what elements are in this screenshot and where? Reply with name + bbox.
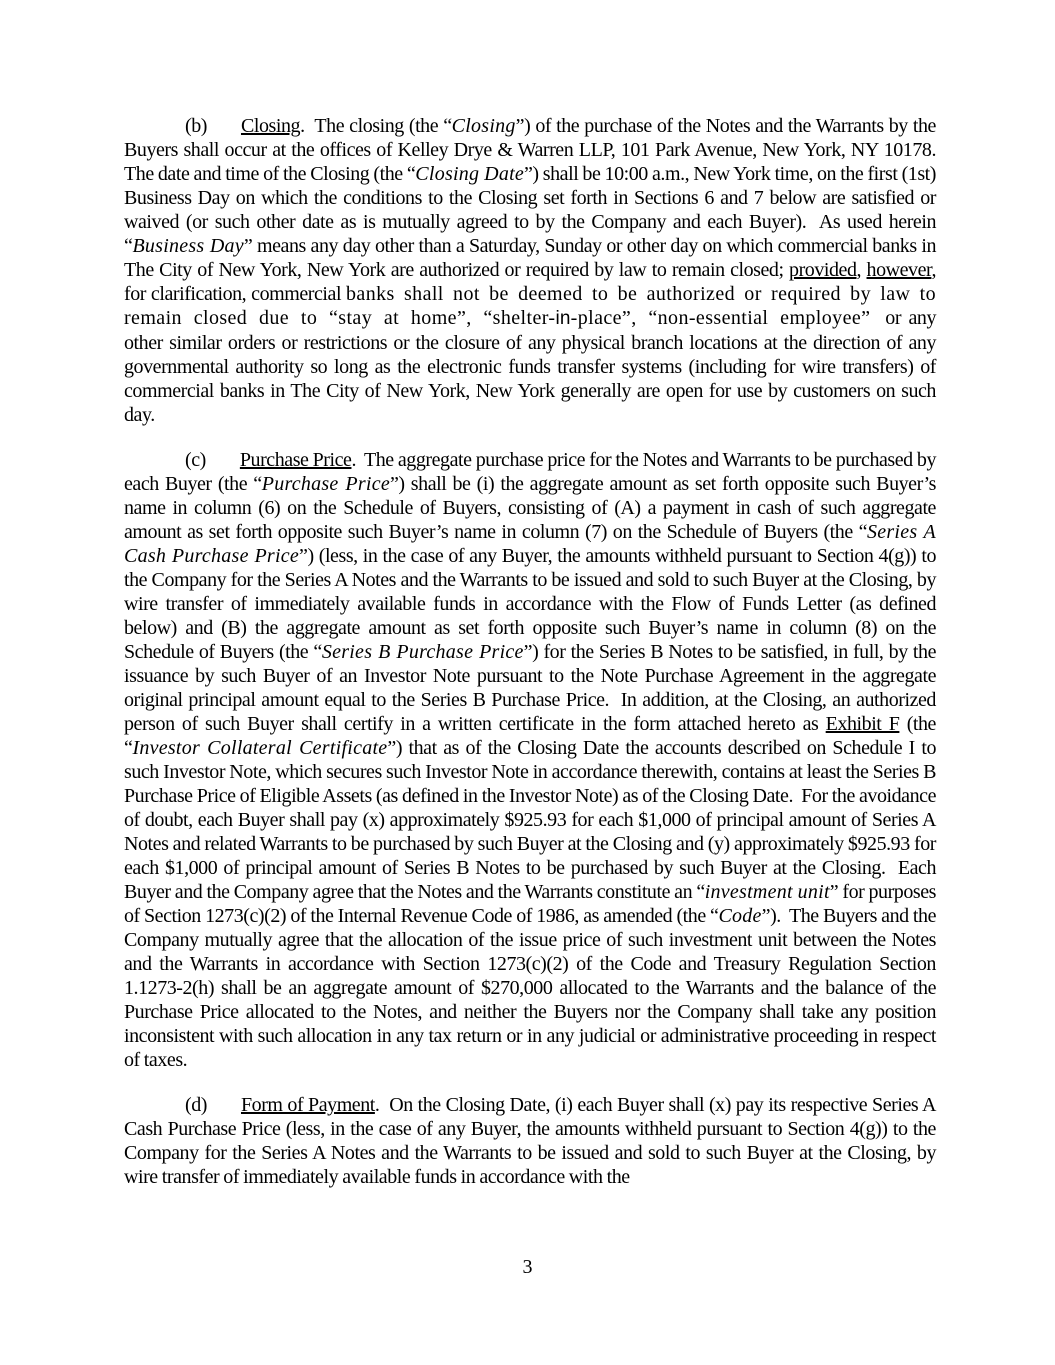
paragraph-form-of-payment (124, 1093, 936, 1189)
page-number: 3 (522, 1256, 533, 1278)
text-segment: Purchase Price (239, 449, 352, 471)
text-segment: Closing Date (415, 163, 524, 185)
text-segment: ”) shall be 10:00 a.m., New York time, on the first (1st) Business Day on which the conditions to the Closing set forth in Sections 6 and 7 below are satisfied or waived (or such other date as is mutually agreed to by the Company and each Buyer). As used herein “ (124, 163, 936, 257)
text-segment: Closing (240, 115, 301, 137)
paragraph-closing (124, 114, 936, 427)
text-segment: investment unit (704, 881, 830, 903)
document-body (124, 114, 936, 1189)
text-segment: -place”, “non-essential employee” (570, 307, 871, 329)
text-segment: Closing (451, 115, 516, 137)
paragraph-purchase-price (124, 448, 936, 1072)
text-segment: ”) for the Series B Notes to be satisfied, in full, by the issuance by such Buyer of an Investor Note pursuant to the Note Purchase Agreement in the aggregate original principal amount equal to the Series B Purchase Price. In addition, at the Closing, an authorized person of such Buyer shall certify in a written certificate in the form attached hereto as (124, 641, 937, 735)
text-segment: , for clarification, commercial (124, 259, 936, 305)
text-segment: Series A Cash Purchase Price (124, 521, 937, 567)
text-segment: Series B Purchase Price (321, 641, 524, 663)
text-segment: Code (718, 905, 762, 927)
text-segment: Investor Collateral Certificate (132, 737, 388, 759)
text-segment: banks shall not be deemed to be authorized or required by law to remain closed due to “stay at home”, “shelter- (124, 283, 937, 329)
text-segment: Exhibit F (825, 713, 900, 735)
paragraph-label: (d) (185, 1094, 207, 1116)
text-segment: ” means any day other than a Saturday, Sunday or other day on which commercial banks in The City of New York, New York are authorized or required by law to remain closed; (124, 235, 936, 281)
text-segment: ”) of the purchase of the Notes and the Warrants by the Buyers shall occur at the offices of Kelley Drye & Warren LLP, 101 Park Avenue, New York, NY 10178. The date and time of the Closing (the “ (124, 115, 936, 185)
text-segment: however (866, 259, 932, 281)
text-segment: in (555, 308, 571, 329)
text-segment: ”) that as of the Closing Date the accounts described on Schedule I to such Investor Note, which secures such Investor Note in accordance therewith, contains at least the Series B Purchase Price of Eligible Assets (as defined in the Investor Note) as of the Closing Date. For the avoidance of doubt, each Buyer shall pay (x) approximately $925.93 for each $1,000 of principal amount of Series A Notes and related Warrants to be purchased by such Buyer at the Closing and (y) approximately $925.93 for each $1,000 of principal amount of Series B Notes to be purchased by such Buyer at the Closing. Each Buyer and the Company agree that the Notes and the Warrants constitute an “ (124, 737, 936, 903)
text-segment: . The closing (the “ (300, 115, 452, 137)
paragraph-label: (b) (185, 115, 207, 137)
text-segment: provided (789, 259, 857, 281)
text-segment: ”). The Buyers and the Company mutually agree that the allocation of the issue price of such investment unit between the Notes and the Warrants in accordance with Section 1273(c)(2) of the Code and Treasury Regulation Section 1.1273-2(h) shall be an aggregate amount of $270,000 allocated to the Warrants and the balance of the Purchase Price allocated to the Notes, and neither the Buyers nor the Company shall take any position inconsistent with such allocation in any tax return or in any judicial or administrative proceeding in respect of taxes. (124, 905, 936, 1071)
text-segment: , (856, 259, 867, 281)
paragraph-label: (c) (185, 449, 206, 471)
text-segment: Purchase Price (261, 473, 390, 495)
text-segment: Form of Payment (240, 1094, 375, 1116)
text-segment: . The aggregate purchase price for the Notes and Warrants to be purchased by each Buyer (the “ (124, 449, 936, 495)
text-segment: . On the Closing Date, (i) each Buyer shall (x) pay its respective Series A Cash Purchase Price (less, in the case of any Buyer, the amounts withheld pursuant to Section 4(g)) to the Company for the Series A Notes and the Warrants to be issued and sold to such Buyer at the Closing, by wire transfer of immediately available funds in accordance with the (124, 1094, 936, 1188)
text-segment: ” for purposes of Section 1273(c)(2) of the Internal Revenue Code of 1986, as amended (the “ (124, 881, 936, 927)
text-segment: ”) (less, in the case of any Buyer, the amounts withheld pursuant to Section 4(g)) to the Company for the Series A Notes and the Warrants to be issued and sold to such Buyer at the Closing, by wire transfer of immediately available funds in accordance with the Flow of Funds Letter (as defined below) and (B) the aggregate amount as set forth opposite such Buyer’s name in column (8) on the Schedule of Buyers (the “ (124, 545, 936, 663)
text-segment: (the “ (124, 713, 936, 759)
text-segment: Business Day (132, 235, 244, 257)
text-segment: or any other similar orders or restrictions or the closure of any physical branch locations at the direction of any governmental authority so long as the electronic funds transfer systems (including for wire transfers) of commercial banks in The City of New York, New York generally are open for use by customers on such day. (124, 307, 937, 426)
text-segment: ”) shall be (i) the aggregate amount as set forth opposite such Buyer’s name in column (6) on the Schedule of Buyers, consisting of (A) a payment in cash of such aggregate amount as set forth opposite such Buyer’s name in column (7) on the Schedule of Buyers (the “ (124, 473, 936, 543)
